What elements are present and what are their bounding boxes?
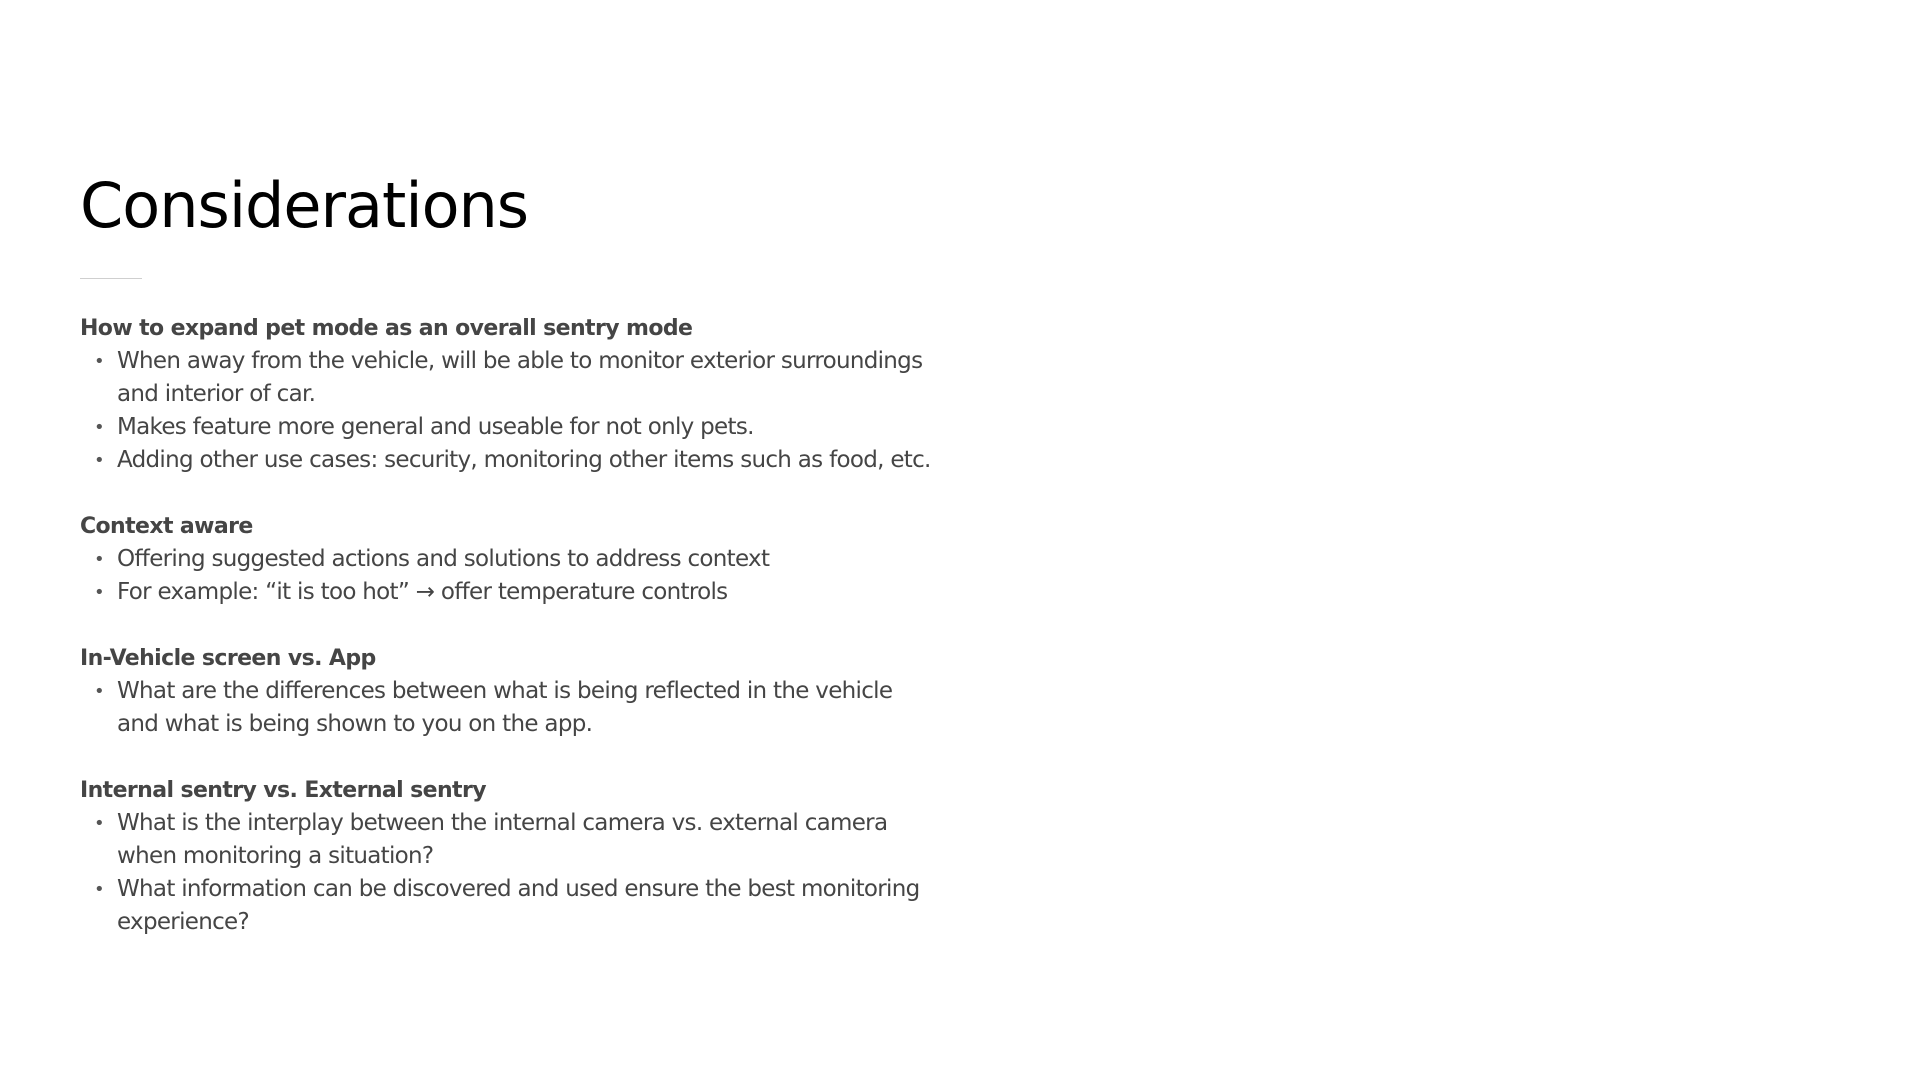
- bullet-text: Offering suggested actions and solutions to address context: [117, 546, 770, 572]
- bullet-item: [80, 576, 937, 609]
- section-heading: In-Vehicle screen vs. App: [80, 646, 376, 671]
- page-title: Considerations: [80, 169, 529, 242]
- section-heading: How to expand pet mode as an overall sentry mode: [80, 316, 693, 341]
- bullet-text: What are the differences between what is being reflected in the vehicle and what is being shown to you on the app.: [117, 678, 893, 737]
- bullet-item: [80, 345, 937, 411]
- bullet-item: [80, 675, 937, 741]
- section-sentry-mode: [80, 312, 980, 477]
- bullet-dot-icon: •: [94, 549, 104, 570]
- section-internal-vs-external: [80, 774, 980, 939]
- section-heading: Context aware: [80, 514, 253, 539]
- bullet-text: What is the interplay between the internal camera vs. external camera when monitoring a situation?: [117, 810, 888, 869]
- bullet-dot-icon: •: [94, 582, 104, 603]
- bullet-dot-icon: •: [94, 351, 104, 372]
- title-divider: [80, 278, 142, 279]
- bullet-dot-icon: •: [94, 417, 104, 438]
- bullet-text: What information can be discovered and used ensure the best monitoring experience?: [117, 876, 920, 935]
- section-heading: Internal sentry vs. External sentry: [80, 778, 486, 803]
- section-vehicle-vs-app: [80, 642, 980, 741]
- bullet-text: Makes feature more general and useable for not only pets.: [117, 414, 754, 440]
- bullet-item: [80, 807, 937, 873]
- bullet-text: Adding other use cases: security, monitoring other items such as food, etc.: [117, 447, 931, 473]
- bullet-list: [80, 543, 980, 609]
- bullet-item: [80, 873, 937, 939]
- slide-content: [80, 312, 980, 972]
- bullet-list: [80, 345, 980, 477]
- bullet-dot-icon: •: [94, 450, 104, 471]
- bullet-dot-icon: •: [94, 879, 104, 900]
- bullet-item: [80, 411, 937, 444]
- section-context-aware: [80, 510, 980, 609]
- bullet-list: [80, 807, 980, 939]
- bullet-item: [80, 444, 937, 477]
- bullet-list: [80, 675, 980, 741]
- bullet-dot-icon: •: [94, 813, 104, 834]
- bullet-item: [80, 543, 937, 576]
- bullet-text: When away from the vehicle, will be able to monitor exterior surroundings and interior of car.: [117, 348, 923, 407]
- bullet-dot-icon: •: [94, 681, 104, 702]
- bullet-text: For example: “it is too hot” → offer temperature controls: [117, 579, 728, 605]
